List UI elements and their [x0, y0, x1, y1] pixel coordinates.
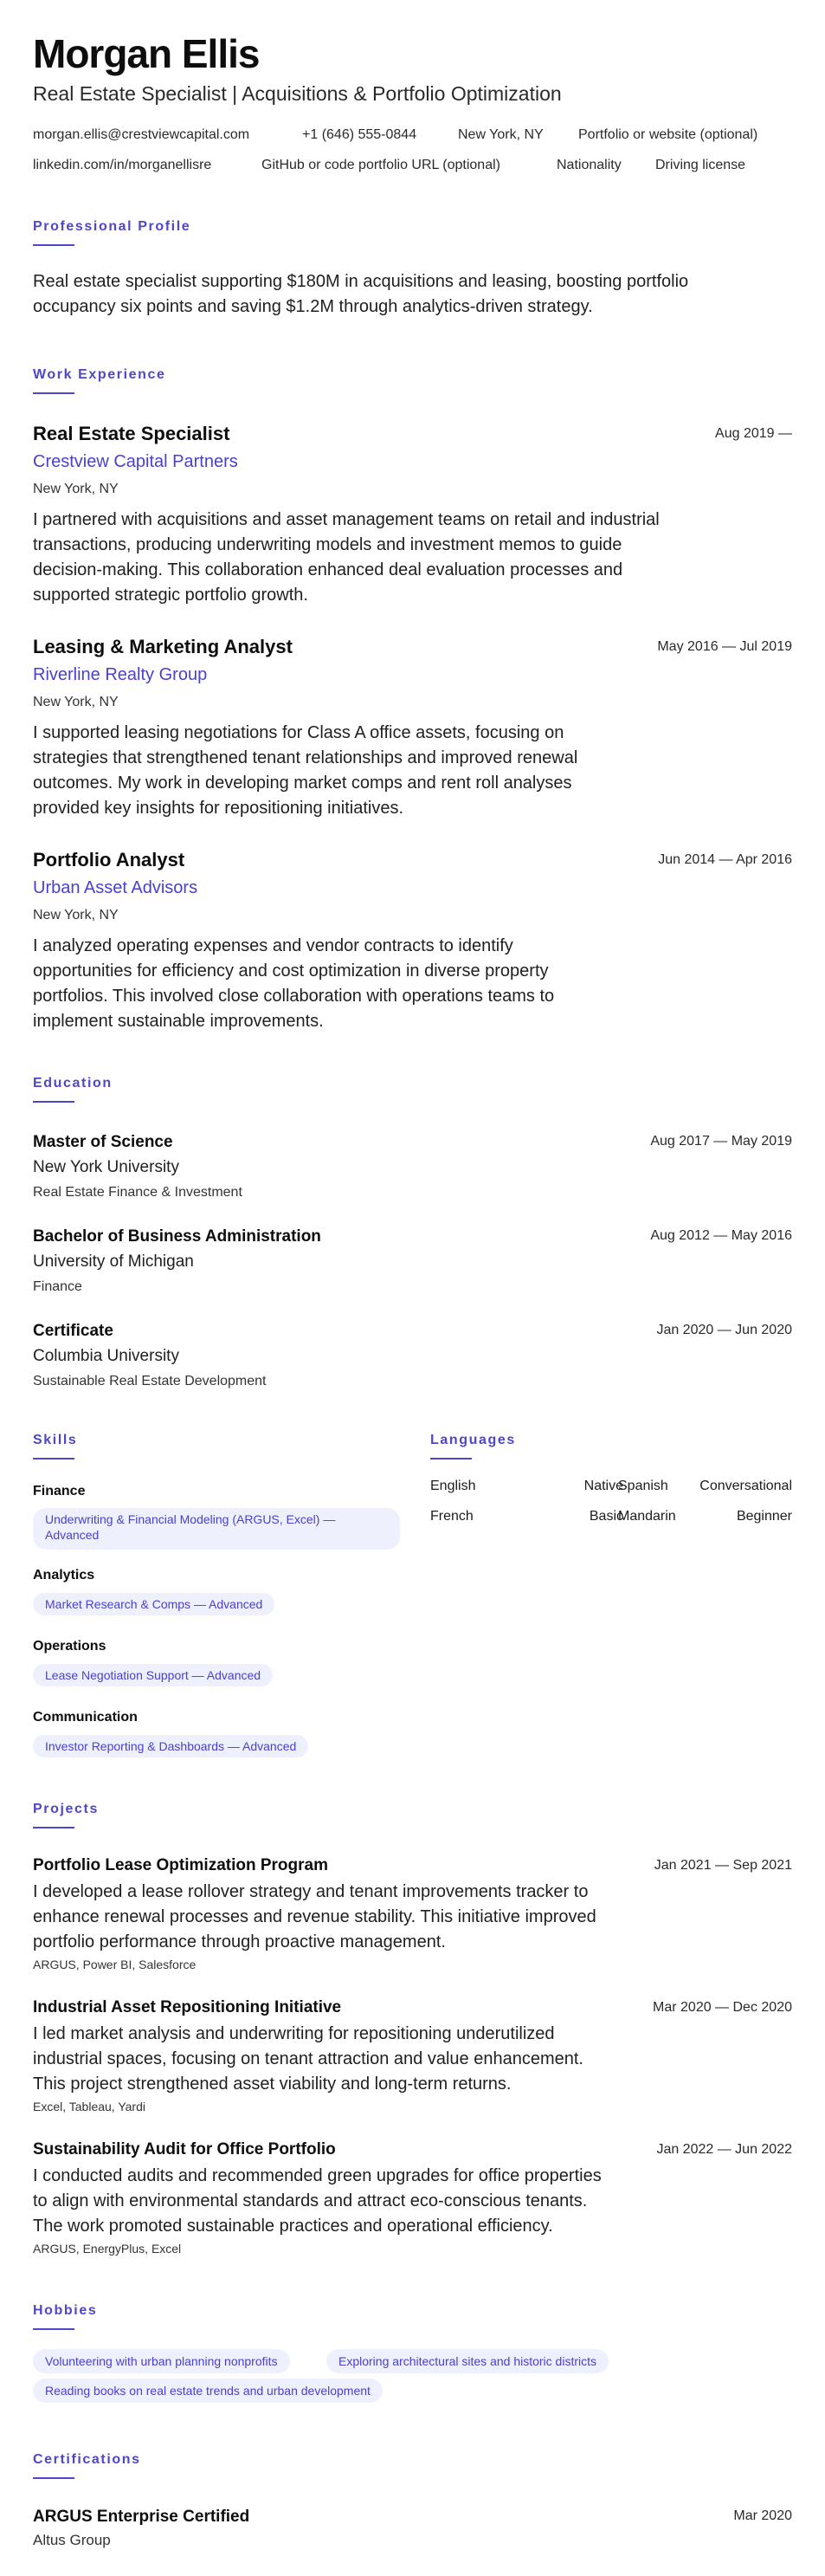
- skill-category: Communication: [33, 1710, 138, 1725]
- job-dates: May 2016 — Jul 2019: [657, 639, 792, 654]
- job-dates: Jun 2014 — Apr 2016: [658, 852, 792, 867]
- job-description: [33, 934, 554, 1034]
- email-link[interactable]: morgan.ellis@crestviewcapital.com: [33, 127, 250, 142]
- project-title: Portfolio Lease Optimization Program: [33, 1856, 328, 1874]
- description-line: supported strategic portfolio growth.: [33, 586, 308, 605]
- education-dates: Aug 2012 — May 2016: [650, 1228, 792, 1243]
- certification-name: ARGUS Enterprise Certified: [33, 2508, 250, 2526]
- field-of-study: Sustainable Real Estate Development: [33, 1374, 267, 1388]
- job-title: Leasing & Marketing Analyst: [33, 636, 293, 657]
- section-title-certifications: Certifications: [33, 2452, 141, 2467]
- education-dates: Aug 2017 — May 2019: [650, 1134, 792, 1149]
- description-line: I supported leasing negotiations for Class A office assets, focusing on: [33, 723, 564, 742]
- hobby-pill: Volunteering with urban planning nonprofits: [33, 2349, 290, 2373]
- github-link[interactable]: GitHub or code portfolio URL (optional): [261, 158, 500, 172]
- description-line: I partnered with acquisitions and asset management teams on retail and industrial: [33, 510, 660, 529]
- section-rule: [33, 2477, 74, 2479]
- nationality-text: Nationality: [557, 158, 622, 172]
- description-line: enhance renewal processes and revenue stability. This initiative improved: [33, 1907, 596, 1926]
- skill-pill: Investor Reporting & Dashboards — Advanced: [33, 1735, 308, 1757]
- description-line: decision-making. This collaboration enhanced deal evaluation processes and: [33, 560, 623, 579]
- section-title-hobbies: Hobbies: [33, 2303, 98, 2318]
- description-line: I developed a lease rollover strategy and tenant improvements tracker to: [33, 1882, 589, 1901]
- language-level: Native: [583, 1479, 623, 1493]
- project-tools: ARGUS, Power BI, Salesforce: [33, 1958, 197, 1971]
- project-dates: Mar 2020 — Dec 2020: [653, 2000, 792, 2015]
- location-text: New York, NY: [458, 127, 544, 142]
- project-dates: Jan 2021 — Sep 2021: [654, 1858, 792, 1873]
- section-rule: [33, 1458, 74, 1460]
- language-name: English: [430, 1479, 476, 1493]
- project-tools: Excel, Tableau, Yardi: [33, 2100, 145, 2113]
- description-line: The work promoted sustainable practices and operational efficiency.: [33, 2217, 553, 2236]
- job-description: [33, 508, 660, 608]
- description-line: This project strengthened asset viability and long-term returns.: [33, 2074, 512, 2094]
- section-title-projects: Projects: [33, 1802, 99, 1816]
- section-title-experience: Work Experience: [33, 367, 166, 382]
- project-description: [33, 2164, 602, 2239]
- skill-category: Operations: [33, 1639, 106, 1654]
- description-line: strategies that strengthened tenant relationships and improved renewal: [33, 748, 578, 767]
- school-name: Columbia University: [33, 1347, 179, 1365]
- job-location: New York, NY: [33, 695, 119, 709]
- field-of-study: Real Estate Finance & Investment: [33, 1185, 242, 1200]
- skill-pill-line: Advanced: [45, 1528, 100, 1542]
- certification-date: Mar 2020: [733, 2508, 792, 2523]
- website-link[interactable]: Portfolio or website (optional): [578, 127, 758, 142]
- school-name: New York University: [33, 1158, 179, 1176]
- degree-title: Certificate: [33, 1322, 113, 1340]
- job-title: Portfolio Analyst: [33, 849, 185, 871]
- job-location: New York, NY: [33, 908, 119, 922]
- profile-summary: [33, 269, 688, 320]
- section-title-skills: Skills: [33, 1433, 78, 1447]
- job-description: [33, 721, 577, 821]
- language-level: Conversational: [699, 1479, 792, 1493]
- project-tools: ARGUS, EnergyPlus, Excel: [33, 2242, 182, 2256]
- education-dates: Jan 2020 — Jun 2020: [656, 1323, 792, 1337]
- linkedin-link[interactable]: linkedin.com/in/morganellisre: [33, 158, 212, 172]
- description-line: industrial spaces, focusing on tenant attraction and value enhancement.: [33, 2049, 583, 2068]
- language-name: Mandarin: [618, 1509, 676, 1524]
- skill-pill: Market Research & Comps — Advanced: [33, 1593, 274, 1615]
- school-name: University of Michigan: [33, 1252, 194, 1271]
- field-of-study: Finance: [33, 1279, 82, 1294]
- job-location: New York, NY: [33, 482, 119, 496]
- profile-line: Real estate specialist supporting $180M in acquisitions and leasing, boosting portfolio: [33, 272, 689, 291]
- hobby-pill: Reading books on real estate trends and urban development: [33, 2379, 383, 2403]
- section-rule: [33, 1101, 74, 1103]
- certification-issuer: Altus Group: [33, 2532, 111, 2548]
- section-title-languages: Languages: [430, 1433, 516, 1447]
- description-line: transactions, producing underwriting models and investment memos to guide: [33, 535, 622, 554]
- description-line: outcomes. My work in developing market comps and rent roll analyses: [33, 773, 572, 793]
- section-title-education: Education: [33, 1076, 113, 1091]
- license-text: Driving license: [655, 158, 746, 172]
- skill-pill-line: Underwriting & Financial Modeling (ARGUS, Excel) —: [45, 1512, 336, 1526]
- language-name: French: [430, 1509, 474, 1524]
- description-line: I conducted audits and recommended green upgrades for office properties: [33, 2166, 602, 2185]
- skill-pill: [33, 1508, 400, 1550]
- description-line: I led market analysis and underwriting for repositioning underutilized: [33, 2024, 555, 2043]
- description-line: to align with environmental standards and attract eco-conscious tenants.: [33, 2191, 588, 2210]
- description-line: opportunities for efficiency and cost optimization in diverse property: [33, 961, 549, 981]
- section-rule: [430, 1458, 472, 1460]
- profile-line: occupancy six points and saving $1.2M through analytics-driven strategy.: [33, 297, 593, 316]
- skill-category: Finance: [33, 1484, 86, 1498]
- description-line: portfolio performance through proactive management.: [33, 1932, 446, 1951]
- job-title: Real Estate Specialist: [33, 423, 230, 444]
- project-description: [33, 1880, 596, 1955]
- section-title-profile: Professional Profile: [33, 219, 191, 234]
- language-name: Spanish: [618, 1479, 668, 1493]
- project-title: Industrial Asset Repositioning Initiative: [33, 1998, 342, 2016]
- language-level: Beginner: [736, 1509, 792, 1524]
- project-title: Sustainability Audit for Office Portfolio: [33, 2140, 336, 2159]
- language-level: Basic: [589, 1509, 623, 1524]
- skill-pill: Lease Negotiation Support — Advanced: [33, 1664, 273, 1686]
- hobby-pill: Exploring architectural sites and historic districts: [326, 2349, 609, 2373]
- description-line: provided key insights for repositioning initiatives.: [33, 799, 403, 818]
- degree-title: Master of Science: [33, 1133, 173, 1151]
- job-company: Crestview Capital Partners: [33, 452, 238, 471]
- description-line: implement sustainable improvements.: [33, 1012, 324, 1031]
- candidate-name: Morgan Ellis: [33, 31, 260, 76]
- candidate-tagline: Real Estate Specialist | Acquisitions & Portfolio Optimization: [33, 82, 562, 105]
- job-dates: Aug 2019 —: [715, 426, 792, 441]
- phone-number[interactable]: +1 (646) 555-0844: [302, 127, 417, 142]
- section-rule: [33, 392, 74, 394]
- project-description: [33, 2022, 583, 2097]
- section-rule: [33, 244, 74, 246]
- job-company: Urban Asset Advisors: [33, 878, 198, 897]
- degree-title: Bachelor of Business Administration: [33, 1227, 321, 1246]
- section-rule: [33, 2328, 74, 2330]
- job-company: Riverline Realty Group: [33, 665, 208, 684]
- description-line: I analyzed operating expenses and vendor contracts to identify: [33, 936, 513, 955]
- project-dates: Jan 2022 — Jun 2022: [656, 2142, 792, 2157]
- section-rule: [33, 1827, 74, 1828]
- description-line: portfolios. This involved close collaboration with operations teams to: [33, 987, 555, 1006]
- skill-category: Analytics: [33, 1568, 95, 1582]
